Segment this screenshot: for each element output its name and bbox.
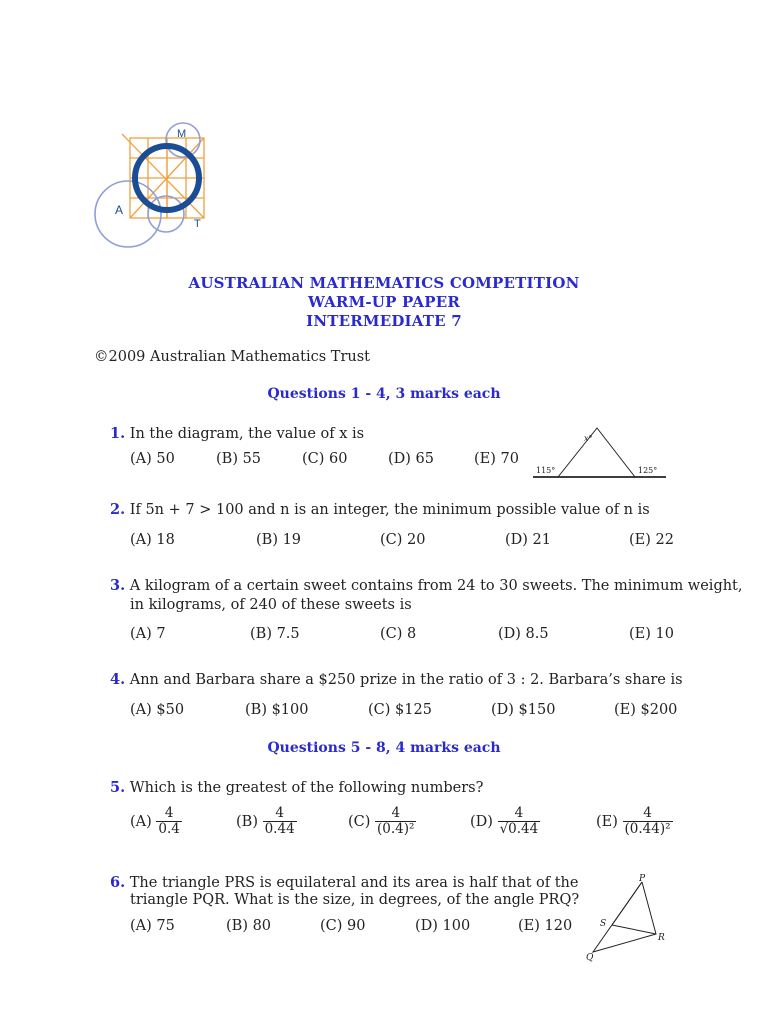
question-text-line-1: The triangle PRS is equilateral and its area is half that of the	[129, 875, 579, 891]
option-d[interactable]: (D) 100	[415, 918, 471, 934]
triangle-diagram-q1	[533, 424, 669, 482]
option-b[interactable]: (B) 19	[256, 532, 302, 548]
question-number: 5.	[110, 779, 126, 796]
fraction: $\frac{4}{0.44}$	[264, 805, 295, 837]
section-heading-2: Questions 5 - 8, 4 marks each	[267, 740, 501, 756]
title-line-1: AUSTRALIAN MATHEMATICS COMPETITION	[188, 274, 580, 292]
question-text: In the diagram, the value of x is	[129, 426, 365, 442]
question-text-line-2: triangle PQR. What is the size, in degrees, of the angle PRQ?	[130, 892, 580, 908]
point-label-s: S	[600, 919, 607, 929]
point-label-r: R	[658, 933, 665, 943]
option-e[interactable]: (E) 70	[474, 451, 519, 467]
point-label-q: Q	[586, 953, 594, 963]
option-c[interactable]: (C) 60	[302, 451, 348, 467]
question-4	[110, 671, 683, 688]
option-c[interactable]: (C) $125	[368, 702, 432, 718]
logo-letter-m: M	[177, 128, 187, 140]
question-number: 6.	[110, 874, 126, 891]
option-c[interactable]: (C) 90	[320, 918, 366, 934]
copyright: ©2009 Australian Mathematics Trust	[94, 349, 371, 365]
angle-label-115: 115°	[536, 466, 556, 475]
option-label: (D)	[470, 813, 493, 830]
question-number: 3.	[110, 577, 126, 594]
option-b[interactable]: (B) 55	[216, 451, 262, 467]
question-5	[110, 779, 483, 796]
question-number: 1.	[110, 425, 126, 442]
option-a[interactable]: (A) 18	[130, 532, 175, 548]
option-a[interactable]: (A) 75	[130, 918, 175, 934]
option-a[interactable]: (A) 7	[130, 626, 166, 642]
fraction: $\frac{4}{\text{(0.4)²}}$	[377, 805, 415, 837]
question-text-line-2: in kilograms, of 240 of these sweets is	[130, 597, 412, 613]
option-e[interactable]: (E) 22	[629, 532, 674, 548]
option-label: (A)	[130, 813, 152, 830]
option-e[interactable]: (E) $200	[614, 702, 678, 718]
option-d[interactable]: (D) 21	[505, 532, 551, 548]
option-e[interactable]: (E) 120	[518, 918, 573, 934]
question-6	[110, 874, 578, 891]
angle-label-x: x°	[584, 434, 593, 443]
option-label: (C)	[348, 813, 371, 830]
fraction: $\frac{4}{0.4}$	[158, 805, 180, 837]
logo-letter-a: A	[115, 203, 124, 217]
question-number: 2.	[110, 501, 126, 518]
option-d[interactable]: (D) 8.5	[498, 626, 549, 642]
option-b[interactable]	[236, 806, 297, 837]
option-d[interactable]: (D) $150	[491, 702, 556, 718]
point-label-p: P	[639, 874, 646, 884]
fraction: $\frac{4}{√0.44}$	[499, 805, 539, 837]
option-b[interactable]: (B) 7.5	[250, 626, 300, 642]
question-3	[110, 577, 743, 594]
question-1	[110, 425, 364, 442]
option-c[interactable]	[348, 806, 416, 837]
option-label: (B)	[236, 813, 258, 830]
question-text-line-1: A kilogram of a certain sweet contains from 24 to 30 sweets. The minimum weight,	[129, 578, 743, 594]
question-text: Which is the greatest of the following numbers?	[129, 780, 484, 796]
option-label: (E)	[596, 813, 618, 830]
title-line-2: WARM-UP PAPER	[307, 293, 460, 311]
option-d[interactable]	[470, 806, 540, 837]
section-heading-1: Questions 1 - 4, 3 marks each	[267, 386, 501, 402]
option-d[interactable]: (D) 65	[388, 451, 434, 467]
option-a[interactable]: (A) 50	[130, 451, 175, 467]
logo-letter-t: T	[194, 218, 201, 230]
option-c[interactable]: (C) 8	[380, 626, 417, 642]
title-line-3: INTERMEDIATE 7	[306, 312, 462, 330]
angle-label-125: 125°	[638, 466, 658, 475]
amt-logo	[88, 118, 218, 258]
question-number: 4.	[110, 671, 126, 688]
option-b[interactable]: (B) $100	[245, 702, 309, 718]
option-c[interactable]: (C) 20	[380, 532, 426, 548]
question-text: Ann and Barbara share a $250 prize in the ratio of 3 : 2. Barbara’s share is	[129, 672, 683, 688]
option-e[interactable]: (E) 10	[629, 626, 674, 642]
triangle-diagram-q6	[584, 872, 674, 964]
question-2	[110, 501, 650, 518]
fraction: $\frac{4}{\text{(0.44)²}}$	[624, 805, 671, 837]
option-a[interactable]	[130, 806, 182, 837]
option-b[interactable]: (B) 80	[226, 918, 272, 934]
option-a[interactable]: (A) $50	[130, 702, 185, 718]
question-text: If 5n + 7 > 100 and n is an integer, the minimum possible value of n is	[129, 502, 650, 518]
option-e[interactable]	[596, 806, 673, 837]
